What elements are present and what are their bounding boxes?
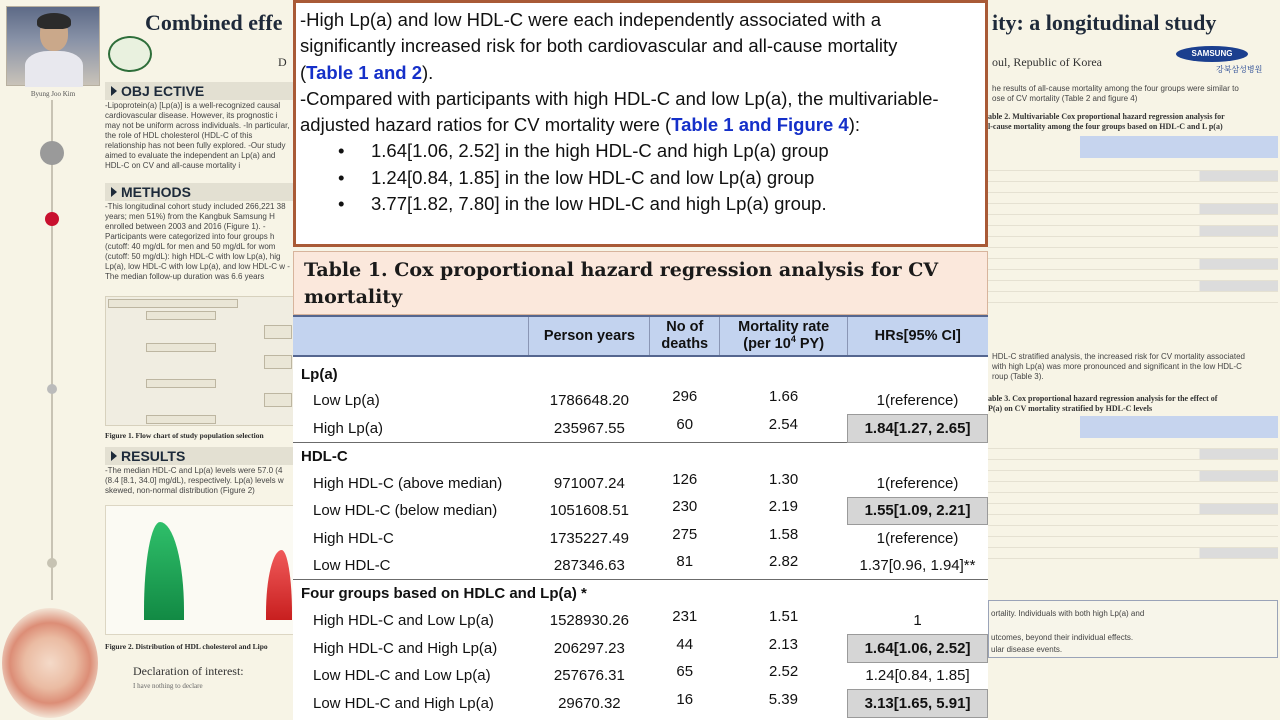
rate-cell: 2.19 bbox=[768, 498, 798, 516]
presenter-video bbox=[6, 6, 100, 86]
poster-title-right: ity: a longitudinal study bbox=[992, 10, 1217, 35]
list-item: • 1.24[0.84, 1.85] in the low HDL-C and low Lp(a) group bbox=[338, 165, 977, 191]
rate-cell: 5.39 bbox=[768, 690, 798, 708]
poster-affiliation-right: oul, Republic of Korea bbox=[992, 55, 1102, 69]
presenter-name: Byung Joo Kim bbox=[30, 90, 76, 98]
objective-heading-text: OBJ ECTIVE bbox=[121, 83, 205, 99]
results-text-box bbox=[293, 0, 988, 247]
timeline-dot bbox=[47, 384, 57, 394]
table2-row bbox=[988, 259, 1278, 270]
declaration-sub: I have nothing to declare bbox=[133, 682, 203, 690]
table-row bbox=[293, 552, 988, 580]
person-years-cell: 971007.24 bbox=[553, 474, 625, 492]
flow-box bbox=[264, 325, 292, 339]
hr-cell-highlighted: 1.55[1.09, 2.21] bbox=[848, 497, 988, 525]
table-group-row bbox=[293, 356, 988, 387]
header-deaths-line1: No of bbox=[666, 319, 704, 335]
hr-cell: 1.37[0.96, 1.94]** bbox=[859, 557, 976, 574]
result-paragraph-2-end: ): bbox=[848, 114, 861, 136]
table2-rows bbox=[988, 160, 1278, 303]
result-paragraph-1-end: ). bbox=[422, 61, 434, 83]
methods-text: -This longitudinal cohort study included 266,221 38 years; men 51%) from the Kangbuk Samsung H enrolled between 2003 and 2016 (Figure 1). -Participants were categorized into four groups h (cutoff: 40 mg/dL for men and 50 mg/dL for wom (cutoff: 50 mg/dL): high HDL-C with low Lp(a), hig Lp(a), low HDL-C with low Lp(a), and low HDL-C w -The median follow-up duration was 6.6 years bbox=[105, 202, 290, 281]
hr-cell: 1(reference) bbox=[876, 530, 959, 547]
table3-row bbox=[988, 460, 1278, 471]
deaths-cell: 81 bbox=[676, 553, 694, 570]
person-years-cell: 1051608.51 bbox=[549, 502, 629, 520]
triangle-icon bbox=[111, 451, 117, 461]
group-label-lpa: Lp(a) bbox=[301, 365, 338, 383]
deaths-cell: 126 bbox=[672, 470, 698, 488]
row-label: High HDL-C bbox=[313, 529, 394, 547]
deaths-cell: 230 bbox=[672, 498, 698, 516]
row-label: Low HDL-C and Low Lp(a) bbox=[313, 667, 491, 685]
deaths-cell: 231 bbox=[672, 608, 698, 626]
hr-cell: 1(reference) bbox=[876, 392, 959, 409]
presenter-hair bbox=[37, 13, 71, 29]
triangle-icon bbox=[111, 86, 117, 96]
hr-cell: 1(reference) bbox=[876, 474, 959, 492]
header-rate-line2-end: PY) bbox=[795, 336, 825, 352]
table2-row bbox=[988, 270, 1278, 281]
rate-cell: 1.58 bbox=[769, 525, 799, 543]
right-mid-line: roup (Table 3). bbox=[992, 372, 1044, 381]
distribution-histogram bbox=[105, 505, 295, 635]
table3-row bbox=[988, 449, 1278, 460]
table2-row bbox=[988, 248, 1278, 259]
rate-cell: 1.30 bbox=[769, 470, 799, 488]
header-deaths-line2: deaths bbox=[661, 336, 709, 352]
table3-row bbox=[988, 471, 1278, 482]
table-header-row bbox=[293, 316, 988, 356]
triangle-icon bbox=[111, 187, 117, 197]
header-label bbox=[293, 316, 529, 356]
methods-heading bbox=[105, 183, 293, 201]
samsung-logo-text: SAMSUNG bbox=[1176, 46, 1248, 62]
rate-cell: 1.51 bbox=[769, 608, 799, 626]
table1-title bbox=[293, 251, 988, 315]
table2-caption-line: able 2. Multivariable Cox proportional hazard regression analysis for bbox=[988, 112, 1225, 121]
table-row bbox=[293, 525, 988, 553]
samsung-logo-sub: 강북삼성병원 bbox=[1216, 65, 1263, 74]
presenter-body bbox=[25, 51, 83, 87]
header-rate-exponent: 4 bbox=[790, 334, 796, 345]
table-row bbox=[293, 607, 988, 635]
table3-caption bbox=[988, 394, 1278, 414]
table3-rows bbox=[988, 438, 1278, 559]
right-intro-line: he results of all-cause mortality among the four groups were similar to bbox=[992, 84, 1239, 93]
rate-cell: 2.54 bbox=[768, 415, 798, 433]
row-label: High HDL-C and Low Lp(a) bbox=[313, 612, 494, 630]
table-reference: Table 1 and 2 bbox=[306, 61, 423, 83]
methods-heading-text: METHODS bbox=[121, 184, 191, 200]
timeline-dot-active bbox=[45, 212, 59, 226]
table2-header bbox=[1080, 136, 1278, 158]
table-group-row bbox=[293, 442, 988, 470]
table-row bbox=[293, 387, 988, 415]
conclusion-line: ortality. Individuals with both high Lp(a) and bbox=[991, 609, 1145, 618]
table3-header bbox=[1080, 416, 1278, 438]
flow-box bbox=[264, 393, 292, 407]
table2-row bbox=[988, 281, 1278, 292]
table2-caption bbox=[988, 112, 1278, 132]
objective-text: -Lipoprotein(a) [Lp(a)] is a well-recognized causal cardiovascular disease. However, its prognostic i may not be uniform across individuals. -In particular, the role of HDL cholesterol (HDL-C of this relationship has not been fully explored. -Our study aimed to evaluate the independent an Lp(a) and HDL-C on CV and all-cause mortality i bbox=[105, 101, 290, 170]
person-years-cell: 1528930.26 bbox=[549, 612, 629, 630]
hr-cell: 1 bbox=[913, 612, 922, 629]
flow-box bbox=[146, 311, 216, 320]
person-years-cell: 29670.32 bbox=[558, 694, 621, 712]
decorative-image bbox=[2, 608, 98, 718]
conclusion-line: ular disease events. bbox=[991, 645, 1063, 654]
results-text: -The median HDL-C and Lp(a) levels were 57.0 (4 (8.4 [8.1, 34.0] mg/dL), respectively. Lp(a) levels w skewed, non-normal distribution (Figure 2) bbox=[105, 466, 284, 495]
objective-heading bbox=[105, 82, 293, 100]
hr-cell-highlighted: 1.64[1.06, 2.52] bbox=[848, 635, 988, 663]
deaths-cell: 60 bbox=[676, 415, 694, 433]
rate-cell: 2.13 bbox=[768, 635, 798, 653]
person-years-cell: 1786648.20 bbox=[549, 392, 629, 410]
timeline-dot bbox=[47, 558, 57, 568]
figure-reference: Table 1 and Figure 4 bbox=[671, 114, 849, 136]
table-row bbox=[293, 470, 988, 498]
group-label-hdlc: HDL-C bbox=[293, 442, 988, 470]
hr-cell-highlighted: 1.84[1.27, 2.65] bbox=[848, 415, 988, 443]
table3-row bbox=[988, 438, 1278, 449]
row-label: Low HDL-C (below median) bbox=[313, 502, 498, 520]
table2-row bbox=[988, 193, 1278, 204]
row-label: High HDL-C and High Lp(a) bbox=[313, 639, 498, 657]
table3-row bbox=[988, 515, 1278, 526]
rate-cell: 2.82 bbox=[769, 553, 799, 570]
right-mid-line: HDL-C stratified analysis, the increased risk for CV mortality associated bbox=[992, 352, 1245, 361]
person-years-cell: 206297.23 bbox=[553, 639, 625, 657]
result-paragraph-1-text: -High Lp(a) and low HDL-C were each independently associated with a significantly increased risk for both cardiovascular and all-cause mortality ( bbox=[300, 9, 898, 83]
rate-cell: 2.52 bbox=[769, 663, 799, 681]
table2-row bbox=[988, 171, 1278, 182]
table1-title-line1: Table 1. Cox proportional hazard regression analysis for CV mortality bbox=[304, 259, 939, 308]
table2-caption-line: l-cause mortality among the four groups based on HDL-C and L p(a) bbox=[988, 122, 1223, 131]
row-label: High HDL-C (above median) bbox=[313, 474, 503, 492]
person-years-cell: 235967.55 bbox=[553, 419, 625, 437]
right-mid-line: with high Lp(a) was more pronounced and significant in the low HDL-C bbox=[992, 362, 1242, 371]
poster-title: Combined effe bbox=[145, 10, 283, 35]
result-paragraph-1 bbox=[300, 7, 977, 86]
flow-chart bbox=[105, 296, 295, 426]
person-years-cell: 1735227.49 bbox=[549, 529, 629, 547]
header-mortality-rate bbox=[720, 316, 848, 356]
table2-row bbox=[988, 237, 1278, 248]
table2-row bbox=[988, 226, 1278, 237]
results-heading bbox=[105, 447, 293, 465]
timeline-line bbox=[51, 100, 53, 600]
table2-row bbox=[988, 215, 1278, 226]
figure1-caption: Figure 1. Flow chart of study population selection bbox=[105, 431, 264, 440]
result-paragraph-2-text: -Compared with participants with high HDL-C and low Lp(a), the multivariable-adjusted hazard ratios for CV mortality were ( bbox=[300, 87, 939, 136]
results-heading-text: RESULTS bbox=[121, 448, 186, 464]
conclusion-box bbox=[988, 600, 1278, 658]
table-row bbox=[293, 662, 988, 690]
header-hazard-ratio: HRs[95% CI] bbox=[848, 316, 988, 356]
list-item: • 1.64[1.06, 2.52] in the high HDL-C and high Lp(a) group bbox=[338, 138, 977, 164]
person-years-cell: 257676.31 bbox=[553, 667, 625, 685]
table3-row bbox=[988, 504, 1278, 515]
deaths-cell: 275 bbox=[672, 525, 698, 543]
table3-row bbox=[988, 537, 1278, 548]
table3-caption-line: able 3. Cox proportional hazard regression analysis for the effect of bbox=[988, 394, 1218, 403]
flow-box bbox=[264, 355, 292, 369]
deaths-cell: 296 bbox=[672, 388, 698, 406]
hazard-ratio-list bbox=[300, 138, 977, 217]
table3-caption-line: P(a) on CV mortality stratified by HDL-C levels bbox=[988, 404, 1153, 413]
flow-box bbox=[146, 415, 216, 424]
row-label: Low HDL-C and High Lp(a) bbox=[313, 694, 494, 712]
hr-cell-highlighted: 3.13[1.65, 5.91] bbox=[848, 690, 988, 718]
samsung-logo bbox=[1176, 46, 1272, 74]
rate-cell: 1.66 bbox=[769, 388, 799, 406]
table2-row bbox=[988, 182, 1278, 193]
timeline-dot bbox=[40, 141, 64, 165]
list-item: • 3.77[1.82, 7.80] in the low HDL-C and high Lp(a) group. bbox=[338, 191, 977, 217]
table2-row bbox=[988, 160, 1278, 171]
figure2-caption: Figure 2. Distribution of HDL cholesterol and Lipo bbox=[105, 642, 268, 651]
flow-box bbox=[146, 379, 216, 388]
table2-row bbox=[988, 292, 1278, 303]
table-group-row bbox=[293, 580, 988, 608]
declaration: Declaration of interest: bbox=[133, 664, 244, 678]
poster-affiliation: D bbox=[278, 55, 287, 69]
table2-row bbox=[988, 204, 1278, 215]
table-row bbox=[293, 497, 988, 525]
histogram-peak-hdl bbox=[144, 522, 184, 620]
header-deaths bbox=[650, 316, 720, 356]
flow-box bbox=[108, 299, 238, 308]
right-intro-line: ose of CV mortality (Table 2 and figure 4) bbox=[992, 94, 1138, 103]
header-rate-line1: Mortality rate bbox=[738, 319, 830, 335]
table-row bbox=[293, 635, 988, 663]
flow-box bbox=[146, 343, 216, 352]
table3-row bbox=[988, 548, 1278, 559]
table1 bbox=[293, 315, 988, 720]
hr-cell: 1.24[0.84, 1.85] bbox=[865, 667, 970, 685]
deaths-cell: 65 bbox=[676, 663, 694, 681]
table3-row bbox=[988, 526, 1278, 537]
conclusion-line: utcomes, beyond their individual effects. bbox=[991, 633, 1134, 642]
row-label: Low Lp(a) bbox=[313, 392, 380, 410]
header-rate-line2: (per 10 bbox=[743, 336, 791, 352]
header-person-years: Person years bbox=[529, 316, 650, 356]
university-logo bbox=[108, 36, 152, 72]
histogram-peak-lpa bbox=[266, 550, 292, 620]
table3-row bbox=[988, 493, 1278, 504]
table-row bbox=[293, 690, 988, 718]
table-row bbox=[293, 415, 988, 443]
table3-row bbox=[988, 482, 1278, 493]
row-label: High Lp(a) bbox=[313, 419, 384, 437]
row-label: Low HDL-C bbox=[313, 557, 391, 574]
group-label-four-groups: Four groups based on HDLC and Lp(a) * bbox=[293, 580, 988, 608]
deaths-cell: 44 bbox=[676, 635, 694, 653]
deaths-cell: 16 bbox=[676, 690, 694, 708]
result-paragraph-2 bbox=[300, 86, 977, 139]
person-years-cell: 287346.63 bbox=[553, 557, 625, 574]
